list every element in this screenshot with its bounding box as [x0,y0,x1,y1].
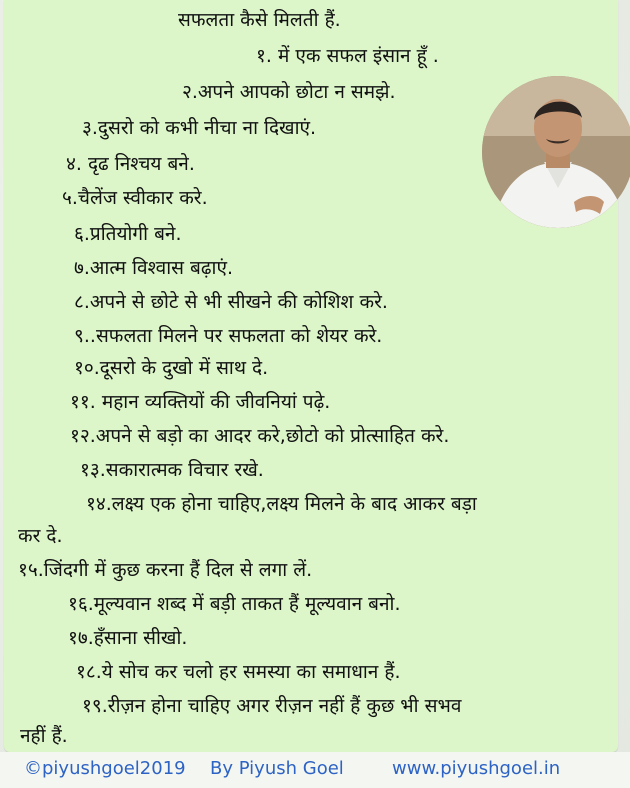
list-item: १६.मूल्यवान शब्द में बड़ी ताकत हैं मूल्यवान बनो. [68,593,401,615]
list-item: ८.अपने से छोटे से भी सीखने की कोशिश करे. [74,291,388,313]
list-item: १०.दूसरो के दुखो में साथ दे. [74,357,269,379]
message-title: सफलता कैसे मिलती हैं. [178,9,341,31]
list-item: १९.रीज़न होना चाहिए अगर रीज़न नहीं हैं कुछ भी सभव [82,695,462,717]
list-item: ६.प्रतियोगी बने. [74,223,182,245]
list-item: १३.सकारात्मक विचार रखे. [80,459,264,481]
list-item: ३.दुसरो को कभी नीचा ना दिखाएं. [82,117,317,139]
list-item: २.अपने आपको छोटा न समझे. [182,81,396,103]
list-item: १४.लक्ष्य एक होना चाहिए,लक्ष्य मिलने के बाद आकर बड़ा [86,493,477,515]
list-item: ५.चैलेंज स्वीकार करे. [62,187,208,209]
list-item: ७.आत्म विश्वास बढ़ाएं. [74,257,234,279]
list-item-continuation: नहीं हैं. [20,725,68,747]
copyright-text: ©piyushgoel2019 [24,758,186,779]
list-item: १८.ये सोच कर चलो हर समस्या का समाधान हैं. [76,661,401,683]
list-item: ४. दृढ निश्चय बने. [66,153,195,175]
footer-bar [0,752,630,788]
list-item: ९..सफलता मिलने पर सफलता को शेयर करे. [74,325,383,347]
list-item: १७.हँसाना सीखो. [68,627,188,649]
person-photo-icon [482,76,630,228]
list-item: ११. महान व्यक्तियों की जीवनियां पढ़े. [70,391,331,413]
website-link[interactable]: www.piyushgoel.in [392,758,561,779]
list-item: १५.जिंदगी में कुछ करना हैं दिल से लगा लें. [18,559,313,581]
list-item-continuation: कर दे. [18,525,63,547]
byline-text: By Piyush Goel [210,758,344,779]
list-item: १२.अपने से बड़ो का आदर करे,छोटो को प्रोत्साहित करे. [70,425,450,447]
portrait-photo [482,76,630,228]
list-item: १. में एक सफल इंसान हूँ . [256,45,439,67]
